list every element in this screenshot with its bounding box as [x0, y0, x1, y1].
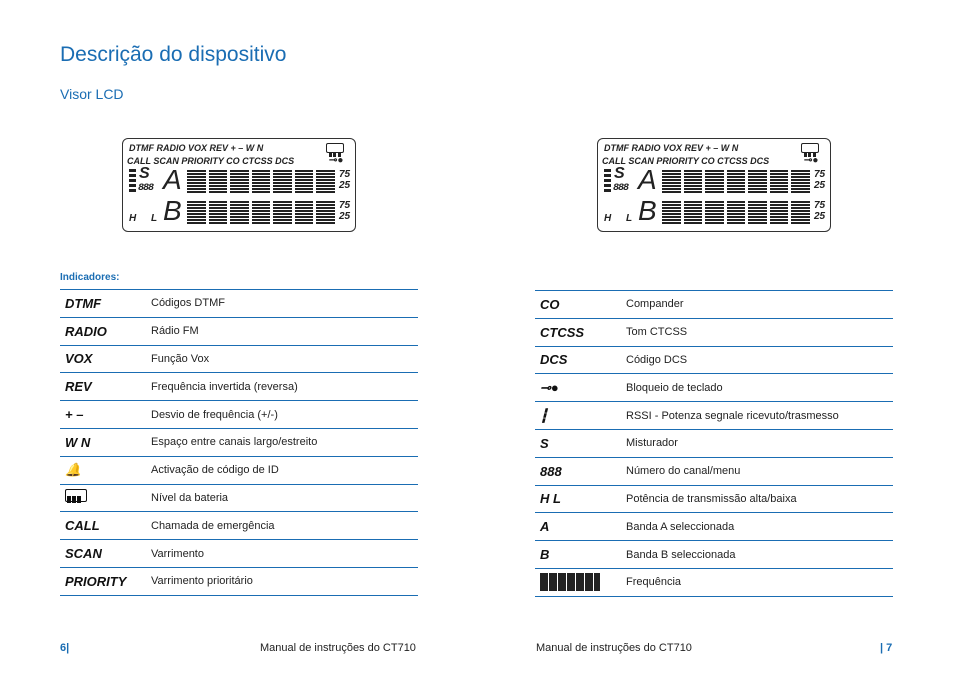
- section-subtitle: Visor LCD: [60, 86, 124, 102]
- indicator-symbol: SCAN: [60, 540, 151, 568]
- indicator-description: Rádio FM: [151, 317, 418, 345]
- indicators-table-right: [535, 290, 893, 597]
- table-row: [60, 345, 418, 373]
- lcd-high: H: [129, 213, 137, 224]
- indicator-symbol: CO: [535, 291, 626, 319]
- table-row: [60, 456, 418, 484]
- indicator-symbol: + –: [60, 401, 151, 429]
- indicator-symbol: H L: [535, 485, 626, 513]
- table-row: [535, 346, 893, 374]
- table-row: [535, 402, 893, 430]
- lcd-channel: 888: [138, 183, 154, 194]
- rssi-icon: [604, 169, 611, 195]
- lcd-band-b: B: [163, 195, 182, 226]
- rssi-icon: [129, 169, 136, 195]
- table-row: [60, 401, 418, 429]
- lcd-channel: 888: [613, 183, 629, 194]
- indicator-symbol: PRIORITY: [60, 567, 151, 595]
- indicator-description: Código DCS: [626, 346, 893, 374]
- table-row: [535, 429, 893, 457]
- indicator-symbol: DCS: [535, 346, 626, 374]
- lcd-high: H: [604, 213, 612, 224]
- frequency-segments-icon: [662, 169, 810, 193]
- table-row: [60, 317, 418, 345]
- table-row: [535, 374, 893, 402]
- indicator-description: Potência de transmissão alta/baixa: [626, 485, 893, 513]
- indicator-description: Frequência invertida (reversa): [151, 373, 418, 401]
- indicator-description: Número do canal/menu: [626, 457, 893, 485]
- indicator-description: Espaço entre canais largo/estreito: [151, 428, 418, 456]
- table-row: [535, 568, 893, 596]
- key-lock-icon: ⊸●: [804, 155, 819, 166]
- indicators-label: Indicadores:: [60, 272, 120, 283]
- indicators-table-left: [60, 289, 418, 596]
- indicator-description: RSSI - Potenza segnale ricevuto/trasmesso: [626, 402, 893, 430]
- indicator-symbol: RADIO: [60, 317, 151, 345]
- indicator-description: Banda A seleccionada: [626, 513, 893, 541]
- channel-digits-icon: 888: [535, 457, 626, 485]
- table-row: [535, 318, 893, 346]
- key-lock-icon: ⊸●: [535, 374, 626, 402]
- footer-text-left: Manual de instruções do CT710: [260, 642, 416, 654]
- indicator-description: Tom CTCSS: [626, 318, 893, 346]
- table-row: [535, 457, 893, 485]
- table-row: [60, 540, 418, 568]
- battery-icon: [60, 484, 151, 512]
- indicator-description: Compander: [626, 291, 893, 319]
- indicator-symbol: DTMF: [60, 290, 151, 318]
- lcd-display-right: [597, 138, 831, 232]
- lcd-s: S: [139, 165, 150, 182]
- lcd-row1: DTMF RADIO VOX REV + – W N: [129, 143, 264, 153]
- lcd-row2: CALL SCAN PRIORITY CO CTCSS DCS: [602, 156, 770, 166]
- battery-icon: [326, 143, 344, 153]
- indicator-description: Banda B seleccionada: [626, 541, 893, 569]
- indicator-symbol: CALL: [60, 512, 151, 540]
- footer-text-right: Manual de instruções do CT710: [536, 642, 692, 654]
- page-title: Descrição do dispositivo: [60, 43, 287, 66]
- key-lock-icon: ⊸●: [329, 155, 344, 166]
- indicator-description: Frequência: [626, 568, 893, 596]
- frequency-segments-icon: [535, 568, 626, 596]
- indicator-symbol: B: [535, 541, 626, 569]
- lcd-step-a: 75 25: [339, 169, 351, 191]
- frequency-segments-icon: [187, 169, 335, 193]
- lcd-band-b: B: [638, 195, 657, 226]
- indicator-description: Códigos DTMF: [151, 290, 418, 318]
- lcd-display-left: [122, 138, 356, 232]
- table-row: [60, 373, 418, 401]
- indicator-symbol: VOX: [60, 345, 151, 373]
- frequency-segments-icon: [662, 200, 810, 224]
- lcd-band-a: A: [638, 164, 657, 195]
- table-row: [535, 485, 893, 513]
- lcd-low: L: [151, 213, 158, 224]
- lcd-row2: CALL SCAN PRIORITY CO CTCSS DCS: [127, 156, 295, 166]
- battery-icon: [801, 143, 819, 153]
- page-number-right: | 7: [880, 642, 893, 654]
- indicator-symbol: A: [535, 513, 626, 541]
- indicator-description: Função Vox: [151, 345, 418, 373]
- rssi-icon: ┇: [535, 402, 626, 430]
- bell-icon: 🔔: [60, 456, 151, 484]
- table-row: [60, 512, 418, 540]
- frequency-segments-icon: [187, 200, 335, 224]
- indicator-description: Varrimento prioritário: [151, 567, 418, 595]
- indicator-description: Bloqueio de teclado: [626, 374, 893, 402]
- indicator-description: Chamada de emergência: [151, 512, 418, 540]
- indicator-symbol: CTCSS: [535, 318, 626, 346]
- table-row: [60, 290, 418, 318]
- table-row: [535, 541, 893, 569]
- indicator-symbol: W N: [60, 428, 151, 456]
- table-row: [60, 484, 418, 512]
- lcd-low: L: [626, 213, 633, 224]
- indicator-symbol: S: [535, 429, 626, 457]
- lcd-step-b: 75 25: [814, 200, 826, 222]
- table-row: [60, 567, 418, 595]
- indicator-description: Varrimento: [151, 540, 418, 568]
- lcd-row1: DTMF RADIO VOX REV + – W N: [604, 143, 739, 153]
- table-row: [60, 428, 418, 456]
- indicator-symbol: REV: [60, 373, 151, 401]
- page-number-left: 6|: [60, 642, 70, 654]
- lcd-s: S: [614, 165, 625, 182]
- lcd-band-a: A: [163, 164, 182, 195]
- lcd-step-b: 75 25: [339, 200, 351, 222]
- indicator-description: Desvio de frequência (+/-): [151, 401, 418, 429]
- lcd-step-a: 75 25: [814, 169, 826, 191]
- indicator-description: Activação de código de ID: [151, 456, 418, 484]
- indicator-description: Nível da bateria: [151, 484, 418, 512]
- table-row: [535, 291, 893, 319]
- table-row: [535, 513, 893, 541]
- indicator-description: Misturador: [626, 429, 893, 457]
